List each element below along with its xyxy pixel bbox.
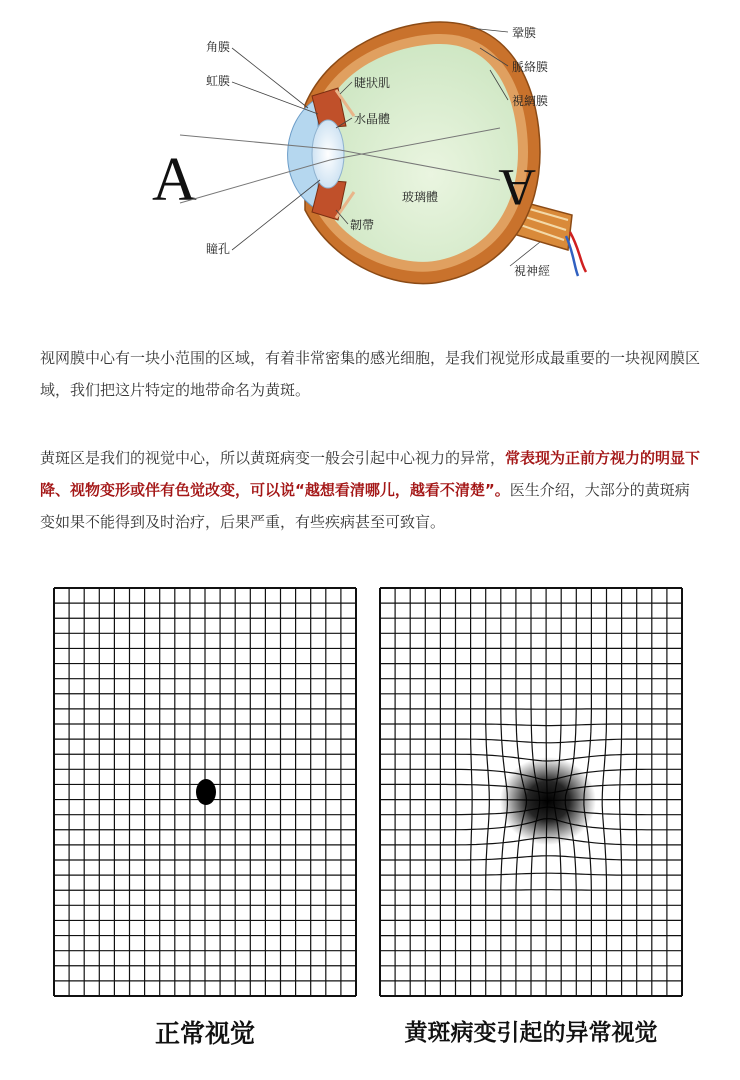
- distorted-grid-line-vertical: [486, 588, 490, 996]
- distorted-grid-line-vertical: [636, 588, 637, 996]
- label-cornea: 角膜: [206, 40, 231, 54]
- eye-diagram: [140, 10, 600, 300]
- label-choroid: 脈絡膜: [512, 60, 549, 74]
- label-ciliary-muscle: 睫狀肌: [354, 76, 391, 90]
- central-dark-spot: [500, 757, 596, 845]
- distorted-grid-line-vertical: [471, 588, 473, 996]
- label-sclera: 鞏膜: [512, 26, 537, 40]
- normal-vision-grid: [52, 586, 358, 998]
- paragraph-highlight: 常表现为正前方视力的明显下降、视物变形或伴有色觉改变，可以说“越想看清哪儿，越看不清楚”。: [40, 449, 701, 499]
- abnormal-vision-grid: [378, 586, 684, 998]
- label-retina: 視網膜: [512, 94, 549, 108]
- caption-abnormal-vision: 黄斑病变引起的异常视觉: [404, 1020, 658, 1046]
- image-letter: A: [498, 158, 536, 215]
- paragraph-macula-intro: 视网膜中心有一块小范围的区域，有着非常密集的感光细胞，是我们视觉形成最重要的一块视网膜区域，我们把这片特定的地带命名为黄斑。: [40, 349, 701, 399]
- lens-shape: [312, 120, 344, 188]
- label-iris: 虹膜: [206, 74, 231, 88]
- object-letter: A: [152, 146, 197, 214]
- label-vitreous: 玻璃體: [402, 190, 439, 204]
- label-pupil: 瞳孔: [206, 242, 231, 256]
- paragraph-text: 医生介绍，大部分的黄斑病变如果不能得到及时治疗，后果严重，有些疾病甚至可致盲。: [40, 481, 690, 531]
- caption-normal-vision: 正常视觉: [154, 1019, 255, 1048]
- distorted-grid-line-horizontal: [380, 890, 682, 891]
- label-optic-nerve: 視神經: [514, 264, 551, 278]
- paragraph-macula-disease: [40, 442, 702, 538]
- distorted-grid-line-vertical: [602, 588, 606, 996]
- paragraph-text: 黄斑区是我们的视觉中心，所以黄斑病变一般会引起中心视力的异常，: [40, 449, 506, 467]
- distorted-grid-line-vertical: [620, 588, 622, 996]
- label-zonule: 韌帶: [350, 218, 375, 232]
- fixation-dot: [196, 779, 216, 805]
- label-lens: 水晶體: [354, 112, 391, 126]
